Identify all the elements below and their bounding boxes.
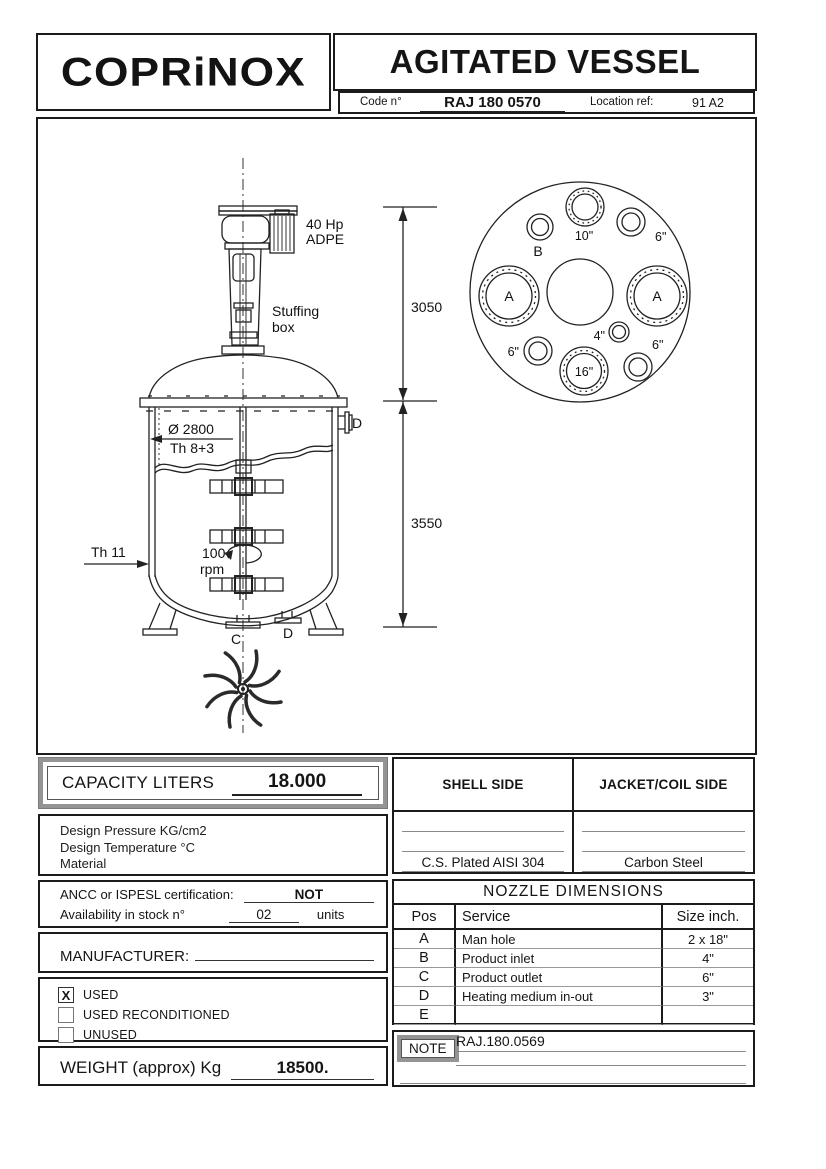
nozzle-d-side: [338, 412, 352, 433]
company-logo: COPRiNOX: [61, 48, 306, 95]
topview-6in-tr-label: 6": [655, 230, 667, 244]
shell-side-header: SHELL SIDE: [394, 759, 574, 812]
capacity-label: CAPACITY LITERS: [62, 773, 215, 792]
nozzle-row-pos: D: [394, 987, 456, 1006]
certification-value: NOT: [244, 887, 374, 903]
note-blank-line: [400, 1083, 746, 1084]
jacket-thickness-arrow: [84, 560, 149, 568]
note-label: NOTE: [401, 1039, 455, 1058]
certification-box: [38, 880, 388, 928]
nozzle-row-pos: C: [394, 968, 456, 987]
topview-b-label: B: [533, 243, 543, 259]
nozzle-table-title: NOZZLE DIMENSIONS: [394, 881, 753, 905]
manufacturer-box: [38, 932, 388, 973]
nozzle-row-service: Product inlet: [456, 949, 663, 968]
dim-3550: 3550: [411, 515, 443, 531]
topview-6in-br-label: 6": [652, 338, 664, 352]
availability-value: 02: [229, 907, 299, 923]
jacket-thickness-label: Th 11: [91, 544, 126, 560]
used-checkbox[interactable]: X: [58, 987, 74, 1003]
diameter-label: Ø 2800: [168, 421, 214, 437]
shell-temperature-cell: [394, 832, 574, 852]
topview-6in-bl-label: 6": [507, 345, 519, 359]
speed-value-label: 100: [202, 545, 226, 561]
nozzle-col-pos: Pos: [394, 905, 456, 930]
nozzle-row-service: Product outlet: [456, 968, 663, 987]
condition-box: [38, 977, 388, 1042]
topview-16in-label: 16": [574, 365, 594, 379]
motor-type-label: ADPE: [306, 231, 345, 247]
dimension-lines: [383, 207, 437, 627]
weight-label: WEIGHT (approx) Kg: [60, 1058, 222, 1077]
topview-10in-label: 10": [574, 229, 594, 243]
nozzle-row-service: [456, 1006, 663, 1025]
code-label: Code n°: [360, 96, 402, 108]
capacity-box: [38, 757, 388, 809]
used-reconditioned-label: USED RECONDITIONED: [83, 1008, 230, 1022]
motor-power-label: 40 Hp: [306, 216, 344, 232]
nozzle-d-side-label: D: [352, 415, 363, 431]
page-title: AGITATED VESSEL: [389, 43, 701, 80]
stuffing-box-label-2: box: [272, 319, 295, 335]
nozzle-row-pos: E: [394, 1006, 456, 1025]
used-label: USED: [83, 988, 119, 1002]
shell-pressure-cell: [394, 812, 574, 832]
note-blank-line: [456, 1065, 746, 1066]
nozzle-row-pos: A: [394, 930, 456, 949]
code-value: RAJ 180 0570: [420, 94, 565, 112]
condition-option-unused: [58, 1026, 386, 1044]
nozzle-row-service: Heating medium in-out: [456, 987, 663, 1006]
nozzle-c-label: C: [231, 631, 242, 647]
location-ref-value: 91 A2: [692, 96, 724, 110]
unused-checkbox[interactable]: [58, 1027, 74, 1043]
speed-unit-label: rpm: [200, 561, 225, 577]
agitator-motor: [219, 206, 297, 253]
certification-label: ANCC or ISPESL certification:: [60, 887, 234, 902]
topview-4in-label: 4": [593, 329, 605, 343]
jacket-side-header: JACKET/COIL SIDE: [574, 759, 753, 812]
note-value: RAJ.180.0569: [456, 1033, 746, 1052]
nozzle-d-bottom-label: D: [283, 625, 294, 641]
weight-box: [38, 1046, 388, 1086]
code-row: [338, 91, 755, 114]
dim-3050: 3050: [411, 299, 443, 315]
topview-a-right-label: A: [652, 288, 662, 304]
topview-a-left-label: A: [504, 288, 514, 304]
condition-option-used: [58, 986, 386, 1004]
design-data-box: [38, 814, 388, 876]
capacity-gray-frame: [39, 758, 387, 808]
design-temperature-label: Design Temperature °C: [60, 839, 196, 855]
note-label-frame: [397, 1035, 459, 1062]
nozzle-row-size: 2 x 18": [663, 930, 753, 949]
nozzle-row-size: 6": [663, 968, 753, 987]
materials-table: [392, 757, 755, 874]
material-label: Material: [60, 856, 107, 871]
nozzle-row-size: [663, 1006, 753, 1025]
manufacturer-label: MANUFACTURER:: [60, 948, 190, 965]
nozzle-row-service: Man hole: [456, 930, 663, 949]
capacity-value: 18.000: [232, 771, 362, 796]
nozzle-row-size: 4": [663, 949, 753, 968]
nozzle-row-size: 3": [663, 987, 753, 1006]
manufacturer-blank-line: [195, 946, 374, 961]
note-box: [392, 1030, 755, 1087]
nozzle-col-service: Service: [456, 905, 663, 930]
jacket-material-cell: Carbon Steel: [574, 852, 753, 872]
technical-drawing-box: [36, 117, 757, 755]
nozzle-col-size: Size inch.: [663, 905, 753, 930]
design-pressure-label: Design Pressure KG/cm2: [60, 823, 207, 838]
condition-option-used-reconditioned: [58, 1006, 386, 1024]
shell-thickness-label: Th 8+3: [170, 440, 214, 456]
availability-units: units: [316, 907, 345, 922]
weight-value: 18500.: [231, 1058, 374, 1080]
title-box: [333, 33, 757, 91]
nozzle-dimensions-table: [392, 879, 755, 1025]
stuffing-box-label-1: Stuffing: [272, 303, 320, 319]
vessel-drawing: [36, 117, 757, 755]
location-ref-label: Location ref:: [590, 96, 654, 108]
unused-label: UNUSED: [83, 1028, 137, 1042]
availability-label: Availability in stock n°: [60, 907, 185, 922]
jacket-temperature-cell: [574, 832, 753, 852]
jacket-pressure-cell: [574, 812, 753, 832]
nozzle-row-pos: B: [394, 949, 456, 968]
used-reconditioned-checkbox[interactable]: [58, 1007, 74, 1023]
shell-material-cell: C.S. Plated AISI 304: [394, 852, 574, 872]
company-logo-box: [36, 33, 331, 111]
